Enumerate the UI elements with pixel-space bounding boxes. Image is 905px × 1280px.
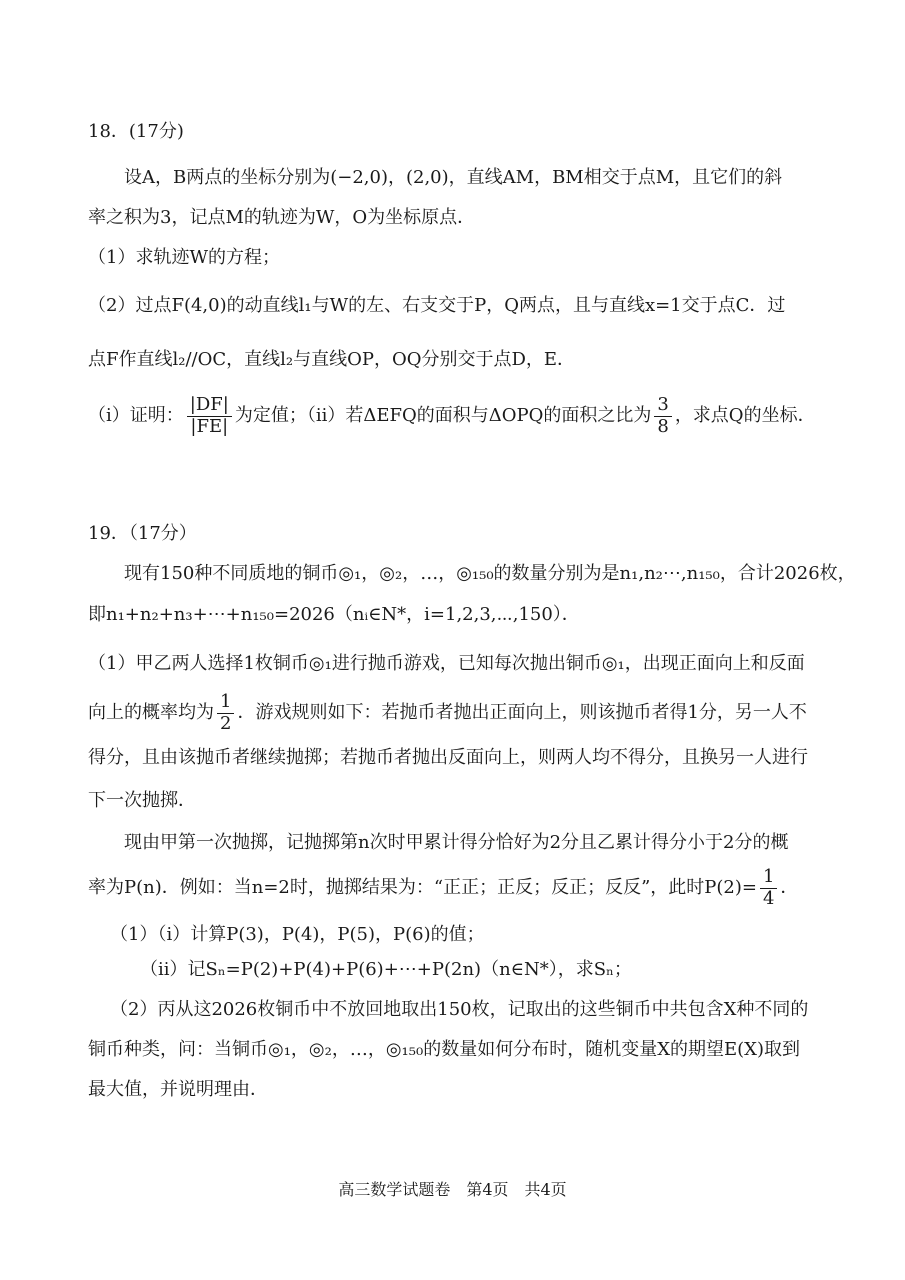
q19-part2-line-1: （2）丙从这2026枚铜币中不放回地取出150枚，记取出的这些铜币中共包含X种不同的: [110, 999, 809, 1020]
q19-subpart-1: （1）（i）计算P(3)，P(4)，P(5)，P(6)的值；: [110, 924, 485, 945]
q19-part1-line-2-lead: 向上的概率均为: [88, 702, 214, 723]
fraction-numerator: |DF|: [187, 395, 232, 417]
q19-intro-line-1: 现有150种不同质地的铜币◎₁，◎₂，…，◎₁₅₀的数量分别为是n₁,n₂⋯,n₁₅₀，合计2026枚，: [124, 563, 856, 584]
fraction-numerator: 1: [760, 867, 777, 889]
page-footer: 高三数学试题卷 第4页 共4页: [338, 1180, 567, 1199]
q19-rule-line-2-tail: ．: [780, 877, 799, 898]
q19-part2-line-3: 最大值，并说明理由．: [88, 1079, 268, 1100]
q19-part1-line-2-tail: ．游戏规则如下：若抛币者抛出正面向上，则该抛币者得1分，另一人不: [237, 702, 807, 723]
ratio-fraction-df-fe: [187, 395, 232, 437]
q19-part1-line-2: [88, 685, 807, 741]
q19-header: 19．（17分）: [88, 523, 197, 544]
fraction-denominator: 4: [762, 887, 775, 909]
q18-header: 18．(17分): [88, 121, 184, 142]
q18-intro-line-1: 设A，B两点的坐标分别为(−2,0)，(2,0)，直线AM，BM相交于点M，且它们的斜: [124, 167, 783, 188]
q19-part1-line-3: 得分，且由该抛币者继续抛掷；若抛币者抛出反面向上，则两人均不得分，且换另一人进行: [88, 747, 808, 768]
ratio-fraction-3-8: [654, 395, 671, 437]
q19-intro-line-2: 即n₁+n₂+n₃+⋯+n₁₅₀=2026（nᵢ∈N*，i=1,2,3,⋯,150）．: [88, 604, 580, 625]
fraction-numerator: 3: [654, 395, 671, 417]
q18-intro-line-2: 率之积为3，记点M的轨迹为W，O为坐标原点．: [88, 207, 476, 228]
q18-part2-line-1: （2）过点F(4,0)的动直线l₁与W的左、右支交于P，Q两点，且与直线x=1交于点C．过: [88, 295, 786, 316]
q18-subpart-tail: ，求点Q的坐标．: [674, 405, 816, 426]
fraction-denominator: 2: [220, 712, 232, 734]
fraction-denominator: 8: [657, 415, 669, 437]
q19-subpart-2: （ii）记Sₙ=P(2)+P(4)+P(6)+⋯+P(2n)（n∈N*），求Sₙ；: [140, 959, 632, 980]
probability-fraction-1-4: [760, 867, 777, 909]
q18-subparts: [88, 386, 816, 446]
q18-part2-line-2: 点F作直线l₂//OC，直线l₂与直线OP，OQ分别交于点D，E．: [88, 349, 576, 370]
q19-rule-line-2-lead: 率为P(n)．例如：当n=2时，抛掷结果为：“正正；正反；反正；反反”，此时P(2)=: [88, 877, 757, 898]
q19-part1-line-4: 下一次抛掷．: [88, 790, 196, 811]
probability-fraction-1-2: [217, 692, 234, 734]
q19-rule-line-1: 现由甲第一次抛掷，记抛掷第n次时甲累计得分恰好为2分且乙累计得分小于2分的概: [124, 832, 789, 853]
q19-part2-line-2: 铜币种类，问：当铜币◎₁，◎₂，…，◎₁₅₀的数量如何分布时，随机变量X的期望E(X)取到: [88, 1039, 801, 1060]
fraction-denominator: |FE|: [190, 415, 229, 437]
q18-part1: （1）求轨迹W的方程；: [88, 247, 280, 268]
q18-subpart-middle: 为定值；（ii）若ΔEFQ的面积与ΔOPQ的面积之比为: [234, 405, 652, 426]
q18-subpart-lead: （i）证明：: [88, 405, 184, 426]
q19-part1-line-1: （1）甲乙两人选择1枚铜币◎₁进行抛币游戏，已知每次抛出铜币◎₁，出现正面向上和反面: [88, 653, 805, 674]
fraction-numerator: 1: [217, 692, 234, 714]
q19-rule-line-2: [88, 860, 798, 916]
